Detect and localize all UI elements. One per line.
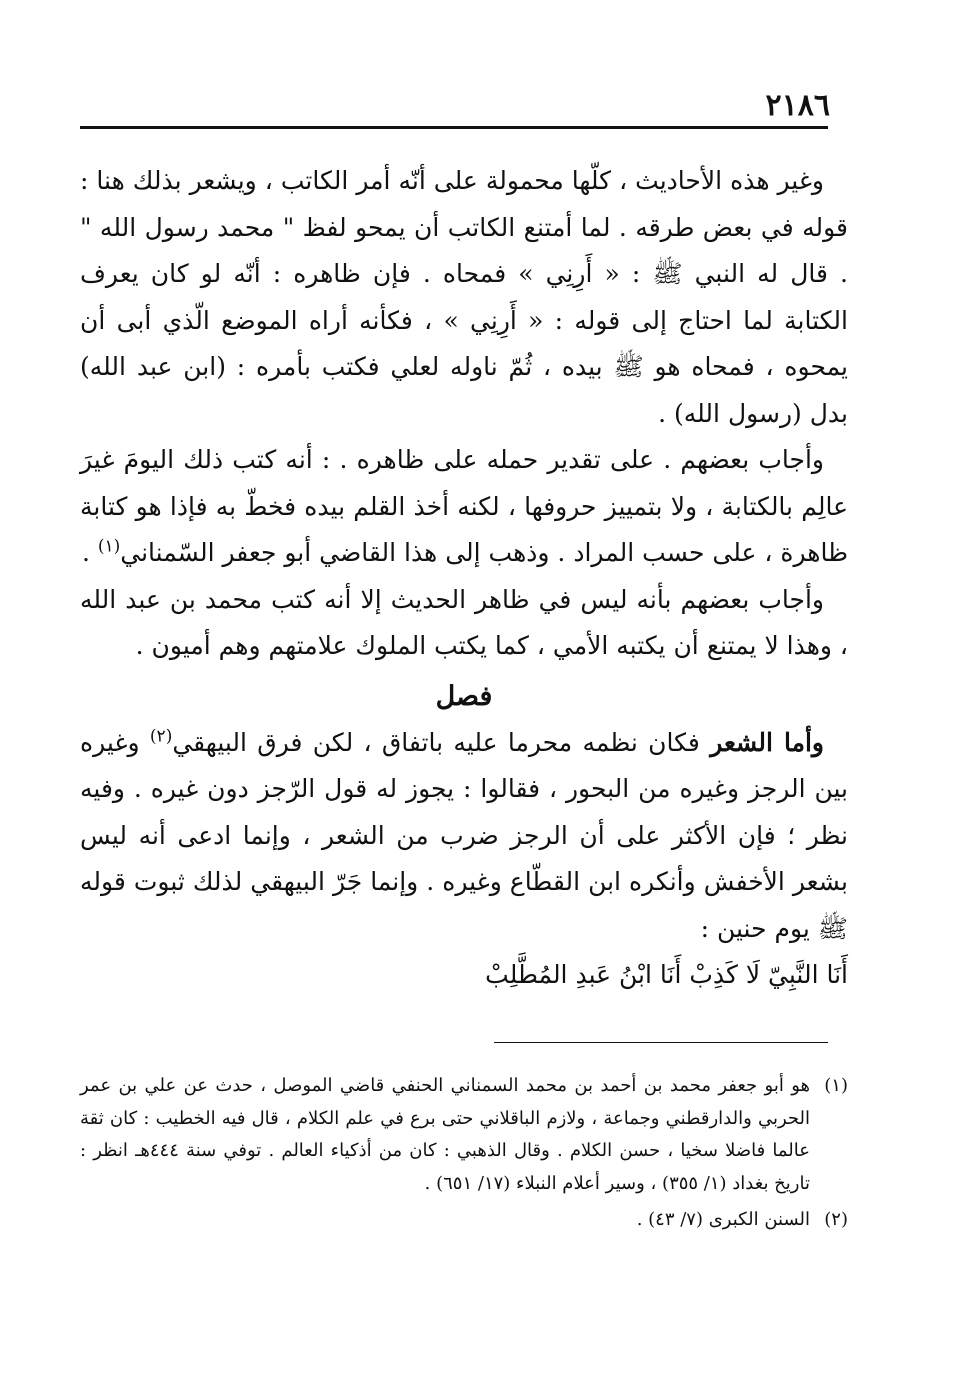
footnote-2-number: (٢): [824, 1209, 848, 1230]
paragraph-4-lead: وأما الشعر: [710, 727, 825, 757]
section-title: فصل: [435, 680, 493, 712]
paragraph-1: وغير هذه الأحاديث ، كلّها محمولة على أنّه أمر الكاتب ، ويشعر بذلك هنا : قوله في بعض طرقه . لما أمتنع الكاتب أن يمحو لفظ " محمد رسول الله " . قال له النبي ﷺ : « أَرِنِي » فمحاه . فإن ظاهره : أنّه لو كان يعرف الكتابة لما احتاج إلى قوله : « أَرِنِي » ، فكأنه أراه الموضع الّذي أبى أن يمحوه ، فمحاه هو ﷺ بيده ، ثُمّ ناوله لعلي فكتب بأمره : (ابن عبد الله) بدل (رسول الله) .: [80, 166, 848, 428]
poetry-verse: أَنَا النَّبِيّ لَا كَذِبْ أَنَا ابْنُ عَبدِ المُطَّلِبْ: [485, 960, 848, 989]
paragraph-2-end: .: [81, 538, 98, 567]
footnote-ref-2[interactable]: (٢): [149, 726, 173, 747]
footnote-1: [80, 1070, 848, 1200]
footnote-1-number: (١): [824, 1075, 848, 1096]
page-number: ٢١٨٦: [765, 88, 830, 123]
paragraph-2: [80, 437, 848, 577]
header-rule: [80, 126, 828, 129]
paragraph-4-text-b: وغيره بين الرجز وغيره من البحور ، فقالوا : يجوز له قول الرّجز دون غيره . وفيه نظر ؛ فإن الأكثر على أن الرجز ضرب من الشعر ، وإنما ادعى أنه ليس بشعر الأخفش وأنكره ابن القطّاع وغيره . وإنما جَرّ البيهقي لذلك ثبوت قوله ﷺ يوم حنين :: [80, 727, 848, 943]
paragraph-2-text: وأجاب بعضهم . على تقدير حمله على ظاهره . : أنه كتب ذلك اليومَ غيرَ عالِم بالكتابة ، ولا بتمييز حروفها ، لكنه أخذ القلم بيده فخطّ به فإذا هو كتابة ظاهرة ، على حسب المراد . وذهب إلى هذا القاضي أبو جعفر السّمناني: [80, 445, 848, 567]
footnote-ref-1[interactable]: (١): [97, 536, 121, 557]
footnotes: [80, 1070, 848, 1241]
paragraph-3: وأجاب بعضهم بأنه ليس في ظاهر الحديث إلا أنه كتب محمد بن عبد الله ، وهذا لا يمتنع أن يكتبه الأمي ، كما يكتب الملوك علامتهم وهم أميون .: [80, 584, 848, 660]
footnote-1-text: هو أبو جعفر محمد بن أحمد بن محمد السمناني الحنفي قاضي الموصل ، حدث عن علي بن عمر الحربي والدارقطني وجماعة ، ولازم الباقلاني حتى برع في علم الكلام ، قال فيه الخطيب : كان ثقة عالما فاضلا سخيا ، حسن الكلام . وقال الذهبي : كان من أذكياء العالم . توفي سنة ٤٤٤هـ انظر : تاريخ بغداد (١/ ٣٥٥) ، وسير أعلام النبلاء (١٧/ ٦٥١) .: [80, 1075, 810, 1194]
footnote-rule: [494, 1042, 828, 1043]
footnote-2-text: السنن الكبرى (٧/ ٤٣) .: [636, 1209, 810, 1230]
paragraph-4-text-a: فكان نظمه محرما عليه باتفاق ، لكن فرق البيهقي: [172, 727, 711, 757]
paragraph-4: [80, 720, 848, 953]
main-text: [80, 158, 848, 998]
footnote-2: [80, 1204, 848, 1237]
